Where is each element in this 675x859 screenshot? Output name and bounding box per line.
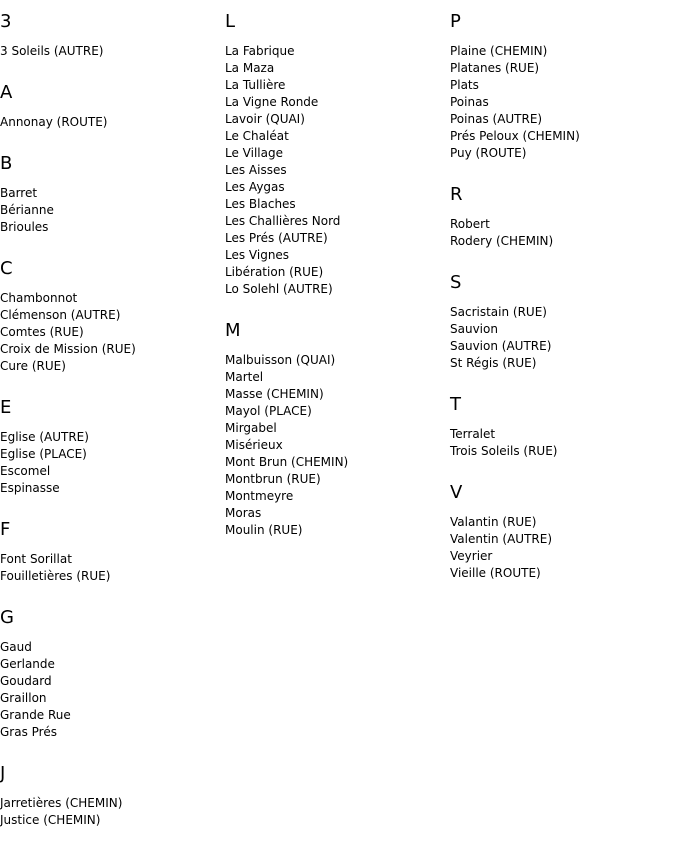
street-link[interactable]: Fouilletières (RUE) [0, 569, 111, 583]
letter-heading: 3 [0, 11, 12, 32]
street-list [225, 43, 445, 298]
letter-group [450, 273, 670, 372]
street-list [0, 185, 220, 236]
street-list [0, 795, 220, 829]
street-link[interactable]: Croix de Mission (RUE) [0, 342, 136, 356]
letter-group [450, 12, 670, 162]
street-link[interactable]: Trois Soleils (RUE) [450, 444, 558, 458]
street-link[interactable]: Espinasse [0, 481, 60, 495]
street-link[interactable]: Martel [225, 370, 264, 384]
street-list [450, 514, 670, 582]
column-1 [0, 12, 220, 852]
street-link[interactable]: Sauvion [450, 322, 498, 336]
street-link[interactable]: Clémenson (AUTRE) [0, 308, 121, 322]
street-link[interactable]: Goudard [0, 674, 52, 688]
street-link[interactable]: Montmeyre [225, 489, 294, 503]
letter-heading: T [450, 394, 461, 415]
street-link[interactable]: Gaud [0, 640, 32, 654]
letter-group [450, 395, 670, 460]
street-link[interactable]: Eglise (AUTRE) [0, 430, 89, 444]
letter-heading: J [0, 763, 6, 784]
street-link[interactable]: Gras Prés [0, 725, 57, 739]
street-link[interactable]: Le Chaléat [225, 129, 289, 143]
street-link[interactable]: Comtes (RUE) [0, 325, 84, 339]
street-link[interactable]: Graillon [0, 691, 47, 705]
street-link[interactable]: 3 Soleils (AUTRE) [0, 44, 104, 58]
street-link[interactable]: Sacristain (RUE) [450, 305, 547, 319]
street-link[interactable]: Moras [225, 506, 262, 520]
street-link[interactable]: Misérieux [225, 438, 283, 452]
street-list [0, 290, 220, 375]
letter-group [225, 321, 445, 539]
street-link[interactable]: Escomel [0, 464, 51, 478]
street-link[interactable]: Terralet [450, 427, 496, 441]
street-link[interactable]: Les Aisses [225, 163, 287, 177]
street-link[interactable]: Libération (RUE) [225, 265, 324, 279]
street-link[interactable]: St Régis (RUE) [450, 356, 537, 370]
street-link[interactable]: Mirgabel [225, 421, 277, 435]
street-link[interactable]: Moulin (RUE) [225, 523, 303, 537]
letter-group [0, 764, 220, 829]
street-link[interactable]: Vieille (ROUTE) [450, 566, 541, 580]
letter-group [0, 12, 220, 60]
street-link[interactable]: Les Aygas [225, 180, 285, 194]
street-link[interactable]: Justice (CHEMIN) [0, 813, 101, 827]
street-list [450, 426, 670, 460]
letter-group [0, 259, 220, 375]
letter-group [225, 12, 445, 298]
street-list [0, 43, 220, 60]
street-link[interactable]: Les Prés (AUTRE) [225, 231, 328, 245]
letter-heading: B [0, 153, 13, 174]
column-2 [225, 12, 445, 562]
street-link[interactable]: La Vigne Ronde [225, 95, 319, 109]
street-list [0, 639, 220, 741]
street-list [0, 429, 220, 497]
street-link[interactable]: Le Village [225, 146, 283, 160]
street-link[interactable]: Cure (RUE) [0, 359, 66, 373]
street-link[interactable]: Chambonnot [0, 291, 78, 305]
street-link[interactable]: Brioules [0, 220, 49, 234]
street-link[interactable]: Veyrier [450, 549, 493, 563]
street-link[interactable]: Malbuisson (QUAI) [225, 353, 336, 367]
street-link[interactable]: Valentin (AUTRE) [450, 532, 553, 546]
street-link[interactable]: Les Vignes [225, 248, 290, 262]
street-link[interactable]: Lavoir (QUAI) [225, 112, 305, 126]
street-link[interactable]: Mont Brun (CHEMIN) [225, 455, 349, 469]
letter-heading: P [450, 11, 461, 32]
letter-heading: A [0, 82, 13, 103]
letter-heading: R [450, 184, 463, 205]
street-link[interactable]: Barret [0, 186, 38, 200]
street-link[interactable]: Jarretières (CHEMIN) [0, 796, 123, 810]
letter-heading: L [225, 11, 236, 32]
street-link[interactable]: Valantin (RUE) [450, 515, 537, 529]
street-link[interactable]: Bérianne [0, 203, 54, 217]
street-link[interactable]: Rodery (CHEMIN) [450, 234, 554, 248]
street-list [450, 304, 670, 372]
street-link[interactable]: Puy (ROUTE) [450, 146, 527, 160]
column-3 [450, 12, 670, 605]
street-link[interactable]: Poinas [450, 95, 489, 109]
street-link[interactable]: Montbrun (RUE) [225, 472, 321, 486]
letter-group [0, 398, 220, 497]
street-link[interactable]: Eglise (PLACE) [0, 447, 87, 461]
street-link[interactable]: Plaine (CHEMIN) [450, 44, 548, 58]
letter-heading: C [0, 258, 13, 279]
street-list [450, 216, 670, 250]
street-link[interactable]: La Maza [225, 61, 275, 75]
letter-group [0, 608, 220, 741]
street-link[interactable]: Robert [450, 217, 490, 231]
letter-heading: S [450, 272, 462, 293]
letter-heading: M [225, 320, 241, 341]
street-link[interactable]: Platanes (RUE) [450, 61, 540, 75]
street-link[interactable]: Poinas (AUTRE) [450, 112, 543, 126]
letter-heading: G [0, 607, 14, 628]
letter-group [450, 483, 670, 582]
street-list [225, 352, 445, 539]
letter-group [450, 185, 670, 250]
street-link[interactable]: Mayol (PLACE) [225, 404, 312, 418]
street-link[interactable]: Gerlande [0, 657, 55, 671]
letter-heading: F [0, 519, 11, 540]
street-link[interactable]: La Tullière [225, 78, 286, 92]
street-link[interactable]: Grande Rue [0, 708, 71, 722]
letter-group [0, 520, 220, 585]
street-link[interactable]: La Fabrique [225, 44, 295, 58]
street-list [0, 114, 220, 131]
letter-group [0, 154, 220, 236]
street-list [0, 551, 220, 585]
street-link[interactable]: Sauvion (AUTRE) [450, 339, 552, 353]
street-link[interactable]: Masse (CHEMIN) [225, 387, 324, 401]
letter-group [0, 83, 220, 131]
street-link[interactable]: Les Challières Nord [225, 214, 341, 228]
letter-heading: V [450, 482, 463, 503]
street-link[interactable]: Les Blaches [225, 197, 296, 211]
street-link[interactable]: Annonay (ROUTE) [0, 115, 108, 129]
street-link[interactable]: Plats [450, 78, 479, 92]
street-link[interactable]: Lo Solehl (AUTRE) [225, 282, 333, 296]
street-link[interactable]: Prés Peloux (CHEMIN) [450, 129, 580, 143]
street-link[interactable]: Font Sorillat [0, 552, 72, 566]
street-list [450, 43, 670, 162]
letter-heading: E [0, 397, 12, 418]
